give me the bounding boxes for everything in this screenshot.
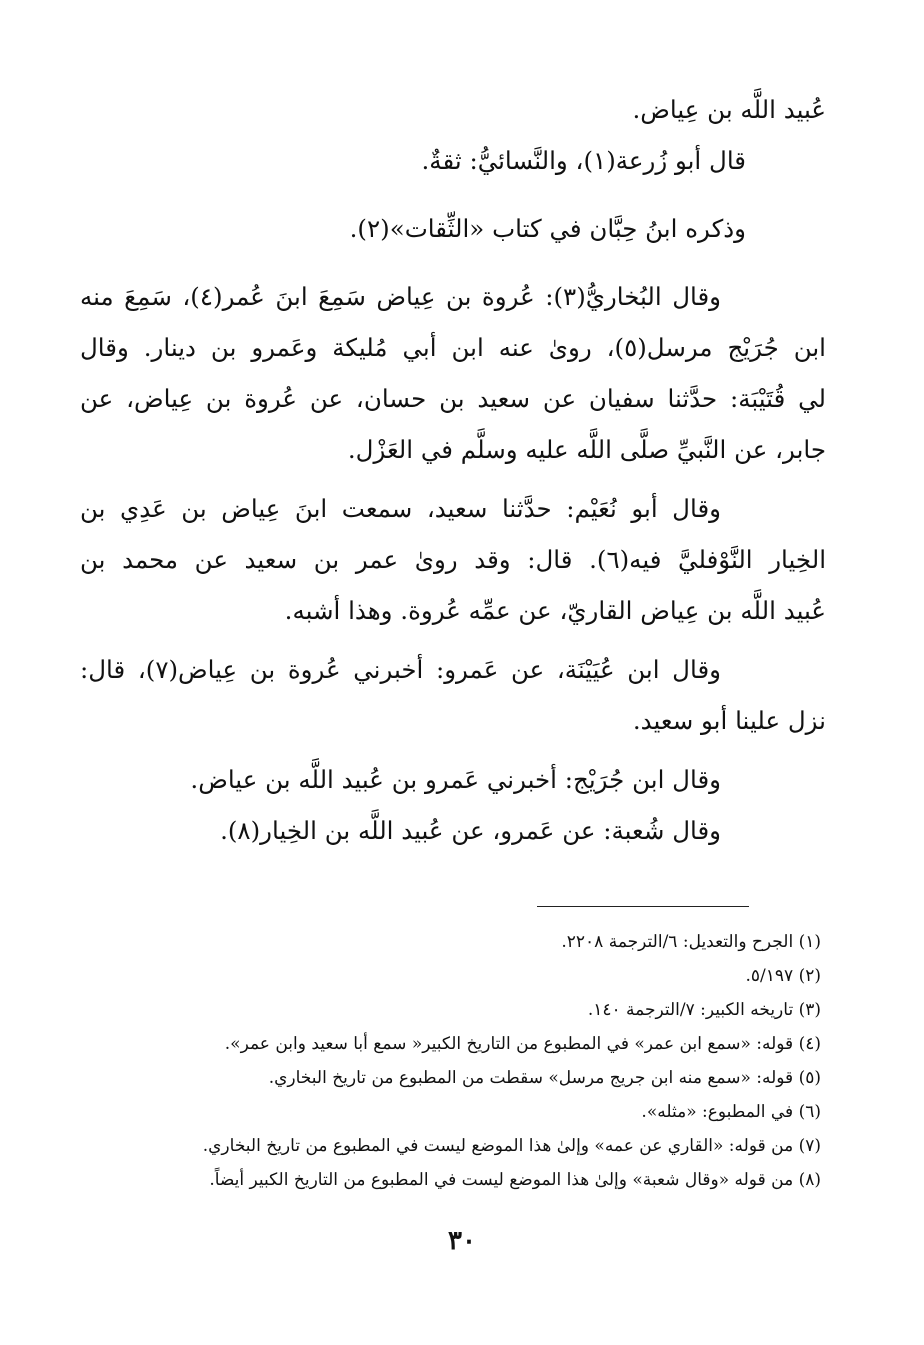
text-line: نزل علينا أبو سعيد. xyxy=(632,706,826,735)
footnotes xyxy=(82,925,821,1197)
text-line: الخِيار النَّوْفليَّ فيه(٦). قال: وقد روىٰ عمر بن سعيد عن محمد بن xyxy=(80,545,826,574)
footnote: (٣) تاريخه الكبير: ٧/الترجمة ١٤٠. xyxy=(587,1000,821,1020)
footnote: (٥) قوله: «سمع منه ابن جريج مرسل» سقطت من المطبوع من تاريخ البخاري. xyxy=(268,1068,821,1088)
footnote: (٦) في المطبوع: «مثله». xyxy=(641,1102,821,1122)
text-line: جابر، عن النَّبيِّ صلَّى اللَّه عليه وسلَّم في العَزْل. xyxy=(347,435,826,464)
text-line: وذكره ابنُ حِبَّان في كتاب «الثِّقات»(٢). xyxy=(349,214,746,243)
text-line: عُبيد اللَّه بن عِياض القاريّ، عن عمِّه عُروة. وهذا أشبه. xyxy=(284,596,826,625)
text-line: قال أبو زُرعة(١)، والنَّسائيُّ: ثقةٌ. xyxy=(421,146,746,175)
footnote-separator xyxy=(537,906,749,907)
footnote: (٨) من قوله «وقال شعبة» وإلىٰ هذا الموضع ليست في المطبوع من التاريخ الكبير أيضاً. xyxy=(209,1170,821,1190)
footnote: (٧) من قوله: «القاري عن عمه» وإلىٰ هذا الموضع ليست في المطبوع من تاريخ البخاري. xyxy=(202,1136,821,1156)
text-line: وقال ابن عُيَيْنَة، عن عَمرو: أخبرني عُروة بن عِياض(٧)، قال: xyxy=(80,655,721,684)
main-text xyxy=(80,84,826,856)
text-line: وقال البُخاريُّ(٣): عُروة بن عِياض سَمِعَ ابنَ عُمر(٤)، سَمِعَ منه xyxy=(80,282,721,311)
footnote: (١) الجرح والتعديل: ٦/الترجمة ٢٢٠٨. xyxy=(561,932,821,952)
text-line: عُبيد اللَّه بن عِياض. xyxy=(632,95,826,124)
text-line: وقال أبو نُعَيْم: حدَّثنا سعيد، سمعت ابنَ عِياض بن عَدِي بن xyxy=(80,494,721,523)
text-line: ابن جُرَيْج مرسل(٥)، روىٰ عنه ابن أبي مُليكة وعَمرو بن دينار. وقال xyxy=(80,333,826,362)
footnote: (٤) قوله: «سمع ابن عمر» في المطبوع من التاريخ الكبير« سمع أبا سعيد وابن عمر». xyxy=(224,1034,821,1054)
footnote: (٢) ٥/١٩٧. xyxy=(745,966,821,986)
text-line: لي قُتَيْبَة: حدَّثنا سفيان عن سعيد بن حسان، عن عُروة بن عِياض، عن xyxy=(80,384,826,413)
text-line: وقال ابن جُرَيْج: أخبرني عَمرو بن عُبيد اللَّه بن عياض. xyxy=(190,765,721,794)
text-line: وقال شُعبة: عن عَمرو، عن عُبيد اللَّه بن الخِيار(٨). xyxy=(220,816,721,845)
page-number: ٣٠ xyxy=(448,1226,476,1256)
